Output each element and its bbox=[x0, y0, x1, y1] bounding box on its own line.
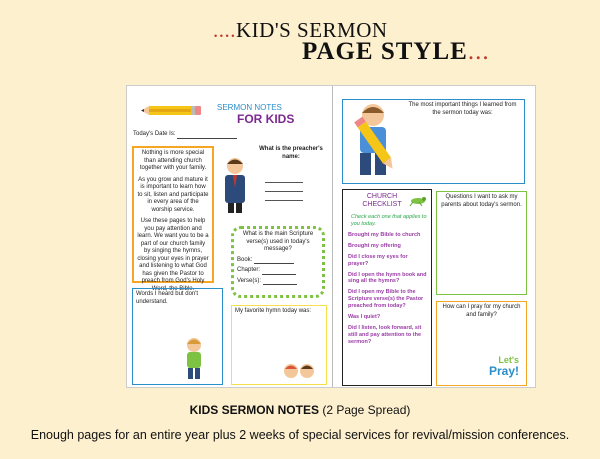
words-box: Words I heard but don't understand. bbox=[132, 288, 223, 385]
header-line-1: ....KID'S SERMON bbox=[213, 18, 388, 42]
questions-box: Questions I want to ask my parents about today's sermon. bbox=[436, 191, 527, 295]
hymn-box: My favorite hymn today was: bbox=[231, 305, 327, 385]
scripture-box: What is the main Scripture verse(s) used in today's message? Book: Chapter: Verse(s): bbox=[231, 226, 325, 298]
header-line-2: PAGE STYLE... bbox=[302, 38, 490, 65]
intro-box: Nothing is more special than attending church together with your family. As you grow and mature it is important to learn how to sit, listen and participate in every area of the worship service. Use these pages to help you pay attention and learn. We want you to be a part of our church family by singing the hymns, closing your eyes in prayer and listening to what God has given the Pastor to preach from God's Holy Word, the Bible. bbox=[132, 146, 214, 283]
checklist-item: Did I close my eyes for prayer? bbox=[348, 253, 408, 267]
lets-pray-logo: Let's Pray! bbox=[489, 355, 520, 378]
kids-faces-icon bbox=[283, 363, 315, 379]
grasshopper-icon bbox=[409, 193, 427, 207]
for-kids-title: FOR KIDS bbox=[237, 112, 295, 126]
caption: KIDS SERMON NOTES (2 Page Spread) bbox=[189, 403, 411, 417]
important-box: The most important things I learned from the sermon today was: bbox=[342, 99, 525, 184]
checklist-subtitle: Check each one that applies to you today. bbox=[351, 214, 427, 227]
preacher-lines bbox=[265, 174, 303, 201]
boy-with-pencil-icon bbox=[348, 101, 398, 179]
preacher-question: What is the preacher's name: bbox=[259, 146, 323, 160]
checklist-items bbox=[348, 232, 428, 349]
church-checklist-title: CHURCH CHECKLIST bbox=[362, 193, 402, 209]
checklist-item: Was I quiet? bbox=[348, 313, 381, 320]
pencil-icon bbox=[141, 106, 201, 115]
checklist-item: Brought my offering bbox=[348, 242, 401, 249]
checklist-item: Did I listen, look forward, sit still and pay attention to the sermon? bbox=[348, 324, 422, 345]
sermon-notes-title: SERMON NOTES bbox=[217, 103, 282, 112]
checklist-item: Did I open the hymn book and sing all the hymns? bbox=[348, 271, 427, 285]
checklist-item: Brought my Bible to church bbox=[348, 232, 421, 238]
preacher-figure-icon bbox=[221, 156, 249, 214]
checklist-item: Did I open my Bible to the Scripture verse(s) the Pastor preached from today? bbox=[348, 289, 424, 309]
page-divider bbox=[332, 86, 333, 387]
description: Enough pages for an entire year plus 2 weeks of special services for revival/mission conferences. bbox=[30, 428, 570, 442]
date-label: Today's Date Is: bbox=[133, 131, 237, 139]
girl-figure-icon bbox=[183, 336, 205, 380]
checklist-box bbox=[342, 189, 432, 386]
pray-box: How can I pray for my church and family? bbox=[436, 301, 527, 386]
sermon-notes-spread bbox=[126, 85, 536, 388]
